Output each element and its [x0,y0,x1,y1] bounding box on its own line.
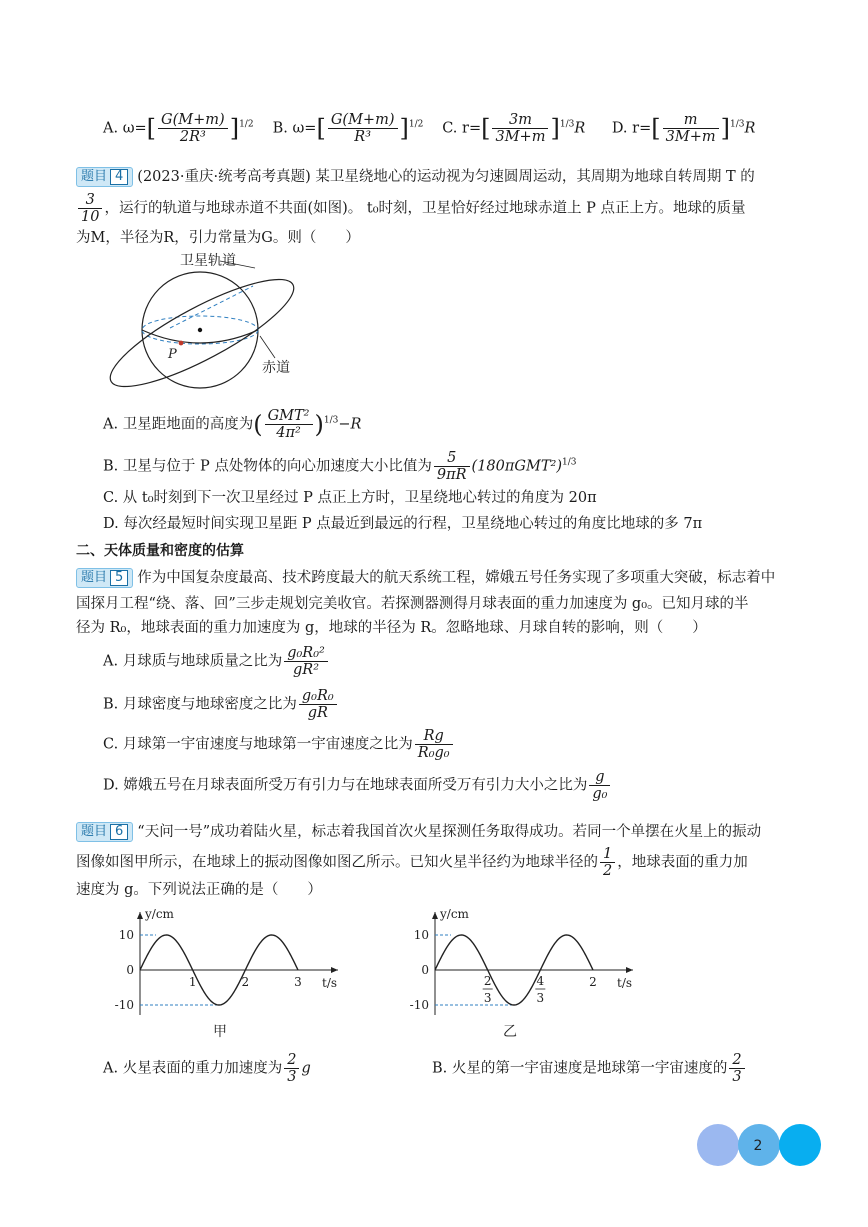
equator-label: 赤道 [262,360,290,376]
chart-title: 甲 [213,1024,227,1040]
y-tick-label: 0 [126,963,134,977]
y-tick-label: 10 [118,928,134,942]
q6-stem-line1: 题目 6 “天问一号”成功着陆火星，标志着我国首次火星探测任务取得成功。若同一个单摆在火星上的振动 [76,818,761,846]
x-tick-label: 4 [536,974,545,988]
orbit-label: 卫星轨道 [180,253,236,269]
y-axis-arrow [137,912,143,919]
x-axis-label: t/s [322,976,338,990]
q4-option-a[interactable]: A. 卫星距地面的高度为( $\frac{\text{GMT²}}{\text{4π²}}$ )$^{1/3}$−R [103,408,362,441]
q3-option-a[interactable]: A. ω=[ $\frac{G(M+m)}{\text{2R³}}$ ]$^{1/2}$ [103,112,254,145]
q4-option-b[interactable]: B. 卫星与位于 P 点处物体的向心加速度大小比值为 $\frac{5}{9\pi R}$ $(180\pi GMT^2)^{1/3}$ [103,450,577,483]
q4-stem-line1: 题目 4 (2023·重庆·统考高考真题) 某卫星绕地心的运动视为匀速圆周运动，其周期为地球自转周期 T 的 [76,163,755,191]
q6-option-a[interactable]: A. 火星表面的重力加速度为 $\frac{2}{3}$ g [103,1052,311,1085]
q5-stem-line3: 径为 R₀，地球表面的重力加速度为 g，地球的半径为 R。忽略地球、月球自转的影响，则（ ） [76,620,707,636]
q6-stem-line2: 图像如图甲所示，在地球上的振动图像如图乙所示。已知火星半径约为地球半径的 $\frac{1}{2}$ ，地球表面的重力加 [76,846,748,879]
q4-stem-line2: $\frac{3}{10}$ ，运行的轨道与地球赤道不共面(如图)。 t₀时刻，卫星恰好经过地球赤道上 P 点正上方。地球的质量 [76,192,746,225]
q4-option-d[interactable]: D. 每次经最短时间实现卫星距 P 点最近到最远的行程，卫星绕地心转过的角度比地球的多 7π [103,516,703,532]
x-tick-label: 1 [188,975,197,989]
y-axis-label: y/cm [440,907,469,921]
q3-option-c[interactable]: C. r=[ $\frac{3m}{3M+m}$ ]$^{1/3}$R [442,112,586,145]
section-heading: 二、天体质量和密度的估算 [76,543,244,559]
y-axis-label: y/cm [145,907,174,921]
q5-stem-line1: 题目 5 作为中国复杂度最高、技术跨度最大的航天系统工程，嫦娥五号任务实现了多项重大突破，标志着中 [76,564,775,592]
q6-stem-line3: 速度为 g。下列说法正确的是（ ） [76,882,322,898]
y-tick-label: 0 [421,963,429,977]
oscillation-chart-jia [100,900,360,1050]
question-tag: 题目 5 [76,568,133,588]
point-p-label: P [168,347,177,362]
page-number: 2 [753,1138,763,1154]
q4-stem-line3: 为M，半径为R，引力常量为G。则（ ） [76,230,360,246]
q5-option-d[interactable]: D. 嫦娥五号在月球表面所受万有引力与在地球表面所受万有引力大小之比为 $\frac{g}{\text{g₀}}$ [103,769,612,802]
satellite-orbit-diagram [100,248,310,408]
x-axis-arrow [626,967,633,973]
q3-option-d[interactable]: D. r=[ $\frac{m}{3M+m}$ ]$^{1/3}$R [611,112,756,145]
x-tick-label: 2 [241,975,250,989]
x-tick-label: 3 [536,991,545,1005]
page-circle-right [779,1124,821,1166]
x-axis-arrow [331,967,338,973]
q6-option-b[interactable]: B. 火星的第一宇宙速度是地球第一宇宙速度的 $\frac{2}{3}$ [432,1052,747,1085]
x-tick-label: 2 [589,975,597,989]
chart-title: 乙 [503,1024,517,1040]
q4-option-c[interactable]: C. 从 t₀时刻到下一次卫星经过 P 点正上方时，卫星绕地心转过的角度为 20π [103,490,597,506]
y-tick-label: 10 [413,928,429,942]
y-tick-label: -10 [114,998,134,1012]
q5-stem-line2: 国探月工程“绕、落、回”三步走规划完美收官。若探测器测得月球表面的重力加速度为 g₀。已知月球的半 [76,596,749,612]
q3-options-row [103,112,755,145]
q5-option-a[interactable]: A. 月球质与地球质量之比为 $\frac{\text{g₀R₀²}}{\text{gR²}}$ [103,645,330,678]
y-tick-label: -10 [409,998,429,1012]
x-tick-label: 3 [294,975,302,989]
page-circle-left [697,1124,739,1166]
oscillation-chart-yi [395,900,655,1050]
q3-option-b[interactable]: B. ω=[ $\frac{G(M+m)}{\text{R³}}$ ]$^{1/2}$ [272,112,424,145]
q5-option-b[interactable]: B. 月球密度与地球密度之比为 $\frac{\text{g₀R₀}}{gR}$ [103,688,339,721]
question-tag: 题目 4 [76,167,133,187]
x-tick-label: 2 [483,974,492,988]
x-axis-label: t/s [617,976,633,990]
q5-option-c[interactable]: C. 月球第一宇宙速度与地球第一宇宙速度之比为 $\frac{Rg}{\text{R₀g₀}}$ [103,728,455,761]
question-tag: 题目 6 [76,822,133,842]
x-tick-label: 3 [483,991,492,1005]
y-axis-arrow [432,912,438,919]
